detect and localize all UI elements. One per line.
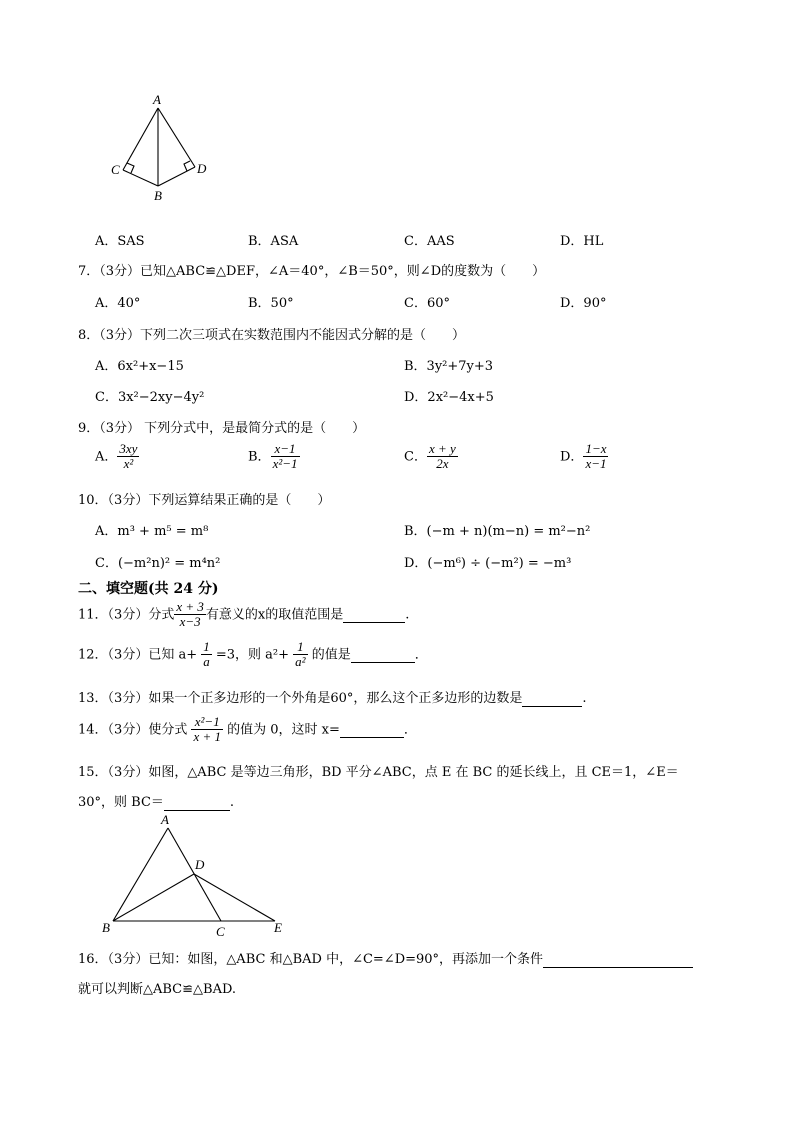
q9-option-c: C． $\frac{x + y}{2x}$ xyxy=(404,441,456,472)
section-heading-fill-in: 二、填空题(共 24 分) xyxy=(78,581,219,597)
q10-option-c: C．(−m²n)² = m⁴n² xyxy=(95,556,221,571)
label-b: B xyxy=(102,920,110,935)
q12-answer-blank[interactable] xyxy=(351,647,415,663)
q10-option-d: D．(−m⁶) ÷ (−m²) = −m³ xyxy=(404,556,572,571)
q9-option-b: B． $\frac{x-1}{\text{x²−1}}$ xyxy=(248,441,298,472)
q9-text: 9．（3分） 下列分式中，是最简分式的是（ ） xyxy=(78,421,366,436)
label-a: A xyxy=(161,812,169,827)
triangle-figure xyxy=(95,812,320,940)
q16-answer-blank[interactable] xyxy=(543,952,693,968)
segment-bd xyxy=(113,874,194,921)
q13: 13．（3分）如果一个正多边形的一个外角是60°，那么这个正多边形的边数是 . xyxy=(78,691,587,706)
side-cb xyxy=(123,170,158,186)
q7-text: 7．（3分）已知△ABC≌△DEF，∠A＝40°，∠B＝50°，则∠D的度数为（ ） xyxy=(78,264,546,279)
q16-line1: 16．（3分）已知：如图，△ABC 和△BAD 中，∠C=∠D=90°，再添加一个条件 xyxy=(78,948,693,968)
side-ab xyxy=(113,828,168,921)
label-d: D xyxy=(197,161,207,176)
q15-line2: 30°，则 BC＝ . xyxy=(78,795,235,810)
q6-option-d: D．HL xyxy=(560,234,604,249)
q14-answer-blank[interactable] xyxy=(340,722,404,738)
q8-option-a: A．6x²+x−15 xyxy=(95,359,184,374)
right-angle-c xyxy=(127,163,134,173)
q8-option-d: D．2x²−4x+5 xyxy=(404,390,494,405)
side-ad xyxy=(158,108,195,167)
q11-answer-blank[interactable] xyxy=(343,607,405,623)
q6-option-c: C．AAS xyxy=(404,234,455,249)
side-ac xyxy=(123,108,158,170)
label-d: D xyxy=(195,857,205,872)
q7-option-c: C．60° xyxy=(404,296,450,311)
label-a: A xyxy=(153,92,161,107)
q13-answer-blank[interactable] xyxy=(522,691,582,707)
q11: 11．（3分）分式 $\frac{x + 3}{x-3}$ 有意义的x的取值范围是 . xyxy=(78,599,410,630)
q10-option-a: A．m³ + m⁵ = m⁸ xyxy=(95,524,209,539)
kite-figure xyxy=(105,90,215,205)
label-b: B xyxy=(154,188,162,203)
q12: 12．（3分）已知 a+ $\frac{1}{a}$ =3，则 a²+ $\frac{1}{\text{a²}}$ 的值是 ． xyxy=(78,639,428,670)
q10-text: 10．（3分）下列运算结果正确的是（ ） xyxy=(78,493,331,508)
q6-option-b: B．ASA xyxy=(248,234,299,249)
q16-line2: 就可以判断△ABC≌△BAD. xyxy=(78,982,237,997)
q15-answer-blank[interactable] xyxy=(164,795,230,811)
label-c: C xyxy=(216,924,225,939)
label-e: E xyxy=(274,920,282,935)
q7-option-b: B．50° xyxy=(248,296,294,311)
q15-line1: 15．（3分）如图，△ABC 是等边三角形，BD 平分∠ABC，点 E 在 BC 的延长线上，且 CE＝1，∠E＝ xyxy=(78,765,679,780)
q10-option-b: B．(−m + n)(m−n) = m²−n² xyxy=(404,524,591,539)
q8-option-b: B．3y²+7y+3 xyxy=(404,359,494,374)
q9-option-d: D． $\frac{1-x}{x-1}$ xyxy=(560,441,607,472)
q9-option-a: A． $\frac{3xy}{\text{x²}}$ xyxy=(95,441,138,472)
q6-option-a: A．SAS xyxy=(95,234,145,249)
q7-option-d: D．90° xyxy=(560,296,607,311)
q7-option-a: A．40° xyxy=(95,296,141,311)
label-c: C xyxy=(111,162,120,177)
side-db xyxy=(158,167,195,186)
q8-text: 8．（3分）下列二次三项式在实数范围内不能因式分解的是（ ） xyxy=(78,328,466,343)
q8-option-c: C．3x²−2xy−4y² xyxy=(95,390,205,405)
segment-de xyxy=(194,874,275,921)
q14: 14．（3分）使分式 $\frac{\text{x²−1}}{x + 1}$ 的值为 0，这时 x= ． xyxy=(78,714,417,745)
